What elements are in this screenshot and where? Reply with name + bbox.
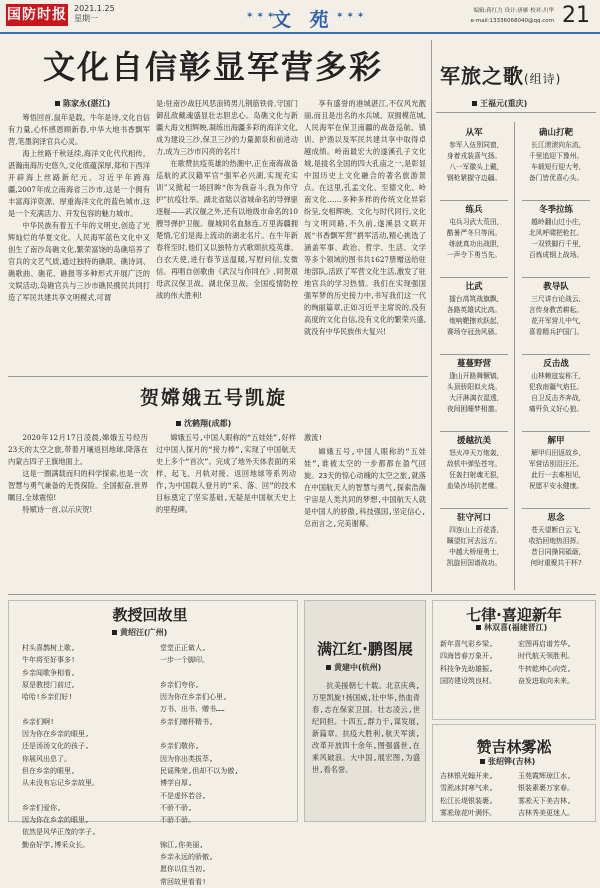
paragraph: 特赋诗一首,以示庆贺! <box>22 505 93 514</box>
article-byline <box>55 98 110 109</box>
poem-line: 吉林秀美更迷人。 <box>518 808 574 817</box>
poem-line: 不是虚怀若谷, <box>160 791 207 800</box>
poem-item-title: 比武 <box>465 282 483 292</box>
poem-line: 新年喜气彩乡梁, <box>440 640 494 648</box>
divider <box>440 354 508 355</box>
poem-line: 身着戎装喜气扬。 <box>446 152 502 160</box>
poem-line: 百炼成钢上战场。 <box>528 251 584 259</box>
date-line: 2021.1.25 <box>74 4 115 13</box>
poem-line: 解甲归田返故乡, <box>531 449 581 457</box>
poem-line: 锦江,你美丽, <box>160 840 204 849</box>
poem-line: 备门皆优喜心头。 <box>528 174 584 182</box>
poem-line <box>160 826 294 838</box>
poem-line: 大汗淋漓衣湿透, <box>449 394 499 402</box>
article-author: 沈鹤翔(成都) <box>184 419 232 428</box>
poem-series-name: 军旅之歌 <box>440 64 524 88</box>
poem-line: 何时重聚共干杯? <box>530 559 582 567</box>
article-column-3 <box>304 432 426 446</box>
poem-line: 民谣殊荣,但却不以为傲, <box>160 766 239 775</box>
divider <box>8 594 596 595</box>
divider <box>522 431 590 432</box>
poem-item-body <box>436 371 512 415</box>
poem-title: 教授回故里 <box>112 606 188 624</box>
poem-line: 常回故里看看! <box>160 877 207 886</box>
poem-line <box>160 667 294 679</box>
poem-column-1 <box>440 770 516 819</box>
poem-line: 狂轰扫射魂无狠, <box>449 471 499 479</box>
poem-line: 愿你以住当初, <box>160 865 207 874</box>
bullet-square-icon <box>326 665 331 670</box>
decor-stars-left-icon: ✶ ✶ ✶ <box>246 11 275 21</box>
poem-line: 乡亲闻歌争相看, <box>22 668 76 677</box>
poem-line: 牛转乾坤心向党, <box>518 664 572 673</box>
divider <box>522 354 590 355</box>
poem-item-title: 从军 <box>465 128 483 138</box>
poem-line: 乡亲们夸你, <box>160 680 200 689</box>
poem-byline <box>112 627 167 638</box>
newspaper-logo: 国防时报 <box>6 4 68 26</box>
poem-item-body <box>436 140 512 184</box>
poem-line: 不骄不骄, <box>160 803 193 812</box>
poem-line: 钢枪紧握守边疆。 <box>446 174 502 182</box>
poem-series-suffix: (组诗) <box>524 72 562 86</box>
poem-line: 堂堂正正做人, <box>160 644 207 652</box>
article-headline: 贺嫦娥五号凯旋 <box>140 387 288 409</box>
poem-line: 此行一去难相见, <box>531 471 581 479</box>
poem-line: 犯我南疆气焰狂。 <box>528 383 584 391</box>
poem-item-title: 援越抗美 <box>456 436 491 446</box>
poem-line: 时代航天领胜利。 <box>518 652 574 661</box>
page-number: 21 <box>562 3 590 28</box>
poem-item-title: 教导队 <box>543 282 569 292</box>
poem-line: 宏图再启谱芳华, <box>518 640 572 648</box>
poem-line: 山林赖寇妄称王, <box>531 372 581 380</box>
poem-line <box>22 703 152 715</box>
poem-byline <box>480 756 535 767</box>
poem-byline <box>476 622 547 633</box>
poem-line: 松江长堤银装裹, <box>440 796 494 805</box>
paragraph: 激流! <box>304 433 323 442</box>
poem-line: 雾凇天下美吉林, <box>518 796 572 805</box>
poem-item-body <box>518 140 594 184</box>
poem-author: 王福元(重庆) <box>480 99 528 108</box>
article-author: 陈家永(湛江) <box>63 99 111 108</box>
poem-series-title <box>440 60 561 89</box>
poem-line: 越岭翻山过小庄, <box>531 218 581 226</box>
poem-line: 乡亲永远的骄傲, <box>160 853 214 862</box>
article-column-2 <box>156 98 298 374</box>
poem-item-title: 解甲 <box>547 436 565 446</box>
poem-line: 因为你在乡亲的眼里, <box>22 730 90 739</box>
bullet-square-icon <box>472 101 477 106</box>
divider <box>440 277 508 278</box>
poem-line: 一步一个脚印。 <box>160 656 209 665</box>
poem-line: 喜看精兵护国门。 <box>528 328 584 336</box>
column-divider <box>431 40 432 592</box>
poem-line: 各路英雄试比高。 <box>446 306 502 314</box>
poem-line: 昔日同操同砥砺, <box>531 548 581 556</box>
poem-line: 乡亲们爱你, <box>22 803 62 812</box>
article-column-1 <box>8 432 148 582</box>
poem-item-body <box>518 448 594 492</box>
poem-item-body <box>518 294 594 338</box>
poem-line: 自卫反击齐奔战, <box>531 394 581 402</box>
poem-column-2 <box>518 638 594 687</box>
poem-author: 黄绍汪(广州) <box>120 628 168 637</box>
poem-line: 花开军营儿中气, <box>531 317 581 325</box>
poem-column-divider <box>514 122 515 590</box>
paragraph: 这是一圈满载而归的科学探索,也是一次智慧与勇气兼备的无畏探险。全国振奋,世界瞩目,全球震惊! <box>8 469 148 502</box>
poem-item-title: 练兵 <box>465 205 483 215</box>
poem-item-body <box>518 217 594 261</box>
poem-line: 因为你在乡亲的眼里, <box>22 816 90 825</box>
divider <box>436 112 596 113</box>
divider <box>8 376 428 377</box>
divider <box>440 200 508 201</box>
poem-line: 奋发进取向未来。 <box>518 676 574 685</box>
poem-author: 林双喜(福建晋江) <box>484 623 548 632</box>
poem-line: 雪淞冰封寒气来, <box>440 784 494 793</box>
bullet-square-icon <box>112 630 117 635</box>
poem-line: 博学自厚, <box>160 779 193 788</box>
poem-line: 四连山上百花香, <box>449 526 499 534</box>
poem-line: 一双铁脚行千里, <box>531 240 581 248</box>
poem-line: 乡亲们赠杯精书, <box>160 717 214 726</box>
poem-line: 万书、出书、赠书…… <box>160 705 225 714</box>
poem-author: 张绍铧(吉林) <box>488 757 536 766</box>
poem-line: 祝愿平安永健康。 <box>528 482 584 490</box>
poem-item-title: 冬季拉练 <box>538 205 573 215</box>
poem-line: 吉林银光翰开来, <box>440 772 494 780</box>
poem-line: 不骄不骄。 <box>160 816 195 825</box>
poem-line: 言传身教苦耕耘。 <box>528 306 584 314</box>
paragraph: 嫦娥五号,中国人眼称的“五娃娃”,谁被太空的一步都都在盈气回旋。23天的惊心动魄的太空之旅,就落在中国航天人的智慧与勇气,探索浩瀚宇宙是人类共同的梦想,中国航天人就是中国人的骄傲,科技强国,坚定信心,总而言之,完美谢幕。 <box>304 447 426 528</box>
paragraph: 2020年12月17日凌晨,嫦娥五号经历23天的太空之旅,带着月壤返回地球,降落在内蒙古四子王旗地面上。 <box>8 433 148 466</box>
weekday-line: 星期一 <box>74 14 98 23</box>
poem-column-1 <box>22 642 152 849</box>
poem-line: 凯旋回国谱战功。 <box>446 559 502 567</box>
poem-line: 千里追迎下豫州。 <box>528 152 584 160</box>
poem-line: 瞩望红河去远方。 <box>446 537 502 545</box>
poem-item-title: 思念 <box>547 513 565 523</box>
poem-line: 因为你在乡亲们心里, <box>160 693 228 702</box>
poem-title: 满江红·鹏图展 <box>317 640 413 658</box>
poem-author: 黄建中(杭州) <box>334 663 382 672</box>
bullet-square-icon <box>476 625 481 630</box>
poem-column-2 <box>518 770 594 819</box>
poem-item-body <box>518 371 594 415</box>
poem-line: 一声令下勇当先。 <box>446 251 502 259</box>
poem-item-body <box>436 217 512 261</box>
poem-line: 痛歼负义好心狼。 <box>528 405 584 413</box>
poem-column-1 <box>440 638 516 687</box>
poem-item-title: 确山打靶 <box>538 128 573 138</box>
poem-line: 夜间困睡梦相邀。 <box>446 405 502 413</box>
poem-line: 收拾回炮热泪挥。 <box>528 537 584 545</box>
poem-item-body <box>436 525 512 569</box>
poem-column-2 <box>160 642 294 886</box>
poem-line <box>22 790 152 802</box>
poem-line: 擂台高筑战旗飘, <box>449 295 499 303</box>
paragraph: 享有盛誉的港城湛江,不仅风光靓丽,而且是出名的水兵城、双拥模范城,人民海军在保卫南疆的战备巡航、镇训、护渔以及军民共建共享中取得卓越成绩。岭南最宏大的遂溪孔子文化城,是拢名全国的四大孔庙之一,是彰显中国历史上文化融合的著名旅游景点。在这里,孔孟文化、至德文化、岭南文化……多种多样的传统文化异彩纷呈,交相辉映。文化与时代同行,文化与文明同路,不久前,遂溪县文联开展“书香飘军营”捐军活动,精心挑选了涵盖军事、政治、哲学、生活、文学等多个领域的图书共1627册赠送给驻地部队,活跃了军营文化生活,激发了驻地官兵的学习热情。我们在实现强国强军梦的历史接力中,书写我们这一代的绚丽篇章,正如习近平主席说的,没有高度的文化自信,没有文化的繁荣兴盛,就没有中华民族伟大复兴! <box>304 99 426 336</box>
divider <box>440 431 508 432</box>
poem-line: 从未没有忘记乡亲故里。 <box>22 779 99 788</box>
poem-title: 赞吉林雾凇 <box>476 738 552 756</box>
poem-line: 乡亲们啊! <box>22 717 55 726</box>
poem-item-body <box>436 448 512 492</box>
poem-line: 练就真功出战胆, <box>449 240 499 248</box>
poem-line: 四海皆春万象开, <box>440 652 494 661</box>
poem-line: 原是教授门前过, <box>22 680 76 689</box>
poem-body <box>312 680 420 810</box>
paragraph: 是:驻南沙战狂风恶浪铸男儿钢筋铁骨,守国门御乱敌戴魂盛显壮志胆忠心。岛礁文化与新疆大海文相辉映,凝练出海疆多彩的海洋文化,成为建设三沙,保卫三沙的力量源泉和前进动力,成为三沙市闪亮的名片! <box>156 99 298 156</box>
poem-line: 车载短行迎大考, <box>531 163 581 171</box>
poem-line <box>160 728 294 740</box>
article-column-1 <box>8 112 150 374</box>
section-title: 文 苑 <box>272 9 335 31</box>
poem-line: 牛年将至好事多! <box>22 656 76 665</box>
article-column-2 <box>156 432 296 572</box>
issue-date <box>74 4 115 24</box>
poem-byline <box>326 662 381 673</box>
poem-item-body <box>436 294 512 338</box>
paragraph: 抗美援朝七十载。北京庆典,万里凯旋!扬国威,壮中华,热血青春,志在保家卫国。壮志凌云,世纪同担。十四五,群力干,谋发展,新篇章。抗疫大胜利,航天军演,改革开放四十余年,图强盛世,在乘风破浪。大中国,展宏图,为盛世,看名誉。 <box>312 681 420 774</box>
poem-line: 长江滚滚向东流, <box>531 141 581 149</box>
poem-line: 炮响靶擦欢跃起, <box>449 317 499 325</box>
poem-item-title: 驻守河口 <box>456 513 491 523</box>
article-column-4 <box>304 446 426 576</box>
poem-line: 屯兵习武大荒田, <box>449 218 499 226</box>
editor-credits <box>454 6 554 26</box>
poem-line: 怒火冲天万炮轰, <box>449 449 499 457</box>
divider <box>522 508 590 509</box>
poem-line: 敌机中弹坠苍穹。 <box>446 460 502 468</box>
poem-line: 国防建设筑良材。 <box>440 676 496 685</box>
poem-line: 三尺讲台论战云, <box>531 295 581 303</box>
poem-line: 八一军徽头上戴, <box>449 163 499 171</box>
poem-line: 银装素裹万家春。 <box>518 784 574 793</box>
poem-line: 军营话别泪汪汪。 <box>528 460 584 468</box>
poem-line: 赛场夺冠劲风骚。 <box>446 328 502 336</box>
poem-item-body <box>518 525 594 569</box>
poem-line: 还是汤汤文化的孩子, <box>22 742 90 751</box>
poem-line: 逢山开路舞镢镐, <box>449 372 499 380</box>
poem-line: 玉苑霞辉琼江水, <box>518 772 572 780</box>
paragraph: 在歌赞抗疫英雄的热潮中,正在南海战备巡航的武汉籍军官“强军必兴湖,实现充实训”又掀起一场回眸“你为我奋斗,我为你守护”抗疫壮举。湖北省陆以省城命名的导弹驱逐舰——武汉舰之外,还有以地级市命名的10艘导弹护卫舰。舰城同名血脉连,万里海疆拥楚情,它们是海上流动的湖北名片。在牛年新春将至时,他们又以独特方式歌颂抗疫英雄、白衣天使,进行春节送温暖,写慰问信,发微信。再唱自创歌曲《武汉与你同在》,同贺艰母武汉保卫战、湖北保卫战。全国疫情防控战的伟大胜利! <box>156 159 298 300</box>
bullet-square-icon <box>176 421 181 426</box>
bullet-square-icon <box>55 101 60 106</box>
article-headline: 文化自信彰显军营多彩 <box>42 48 383 86</box>
poem-line: 酷暑严冬只等闲。 <box>446 229 502 237</box>
poem-line: 参军入伍别同窗, <box>449 141 499 149</box>
poem-line: 村头喜鹊树上歌, <box>22 644 76 652</box>
poem-line: 雾凇琼花叶满怀。 <box>440 808 496 817</box>
poem-line: 因为你出类拔萃, <box>160 754 214 763</box>
article-byline <box>176 418 231 429</box>
bullet-square-icon <box>480 759 485 764</box>
poem-line: 头顶骄阳似火烧。 <box>446 383 502 391</box>
poem-line: 苍天望断白云飞, <box>531 526 581 534</box>
editor-names: 编辑:蒋红力 设计:唐雁 校对:川华 <box>473 8 554 14</box>
poem-item-title: 蔓蔓野营 <box>456 359 491 369</box>
poem-line: 你展风出息了。 <box>22 754 71 763</box>
poem-item-title: 反击战 <box>543 359 569 369</box>
paragraph: 嫦娥五号,中国人眼称的“五娃娃”,好样过中国人探月的“接力棒”,实现了中国航天史上多个“首次”。完成了地外天体表面的采样、起飞、月轨对接、返回地球等系列动作,为中国载人登月的“采、落、回”的技术目标奠定了坚实基础,无疑是中国航天史上的里程碑。 <box>156 433 296 514</box>
paragraph: 中华民族有着五千年的文明史,创造了光辉灿烂的华夏文化。人民海军蓝色文化中又创生了南沙岛礁文化,繁荣富饶的岛礁培养了官兵的文艺气质,通过独特的礁联、礁诗词、礁歌曲、礁花、礁报等多种形式开展广泛的文娱活动,岛礁官兵与三沙市礁民携民共同打造了军民共建共享文明模式,可谓 <box>8 221 150 302</box>
poem-byline <box>472 98 527 109</box>
divider <box>440 508 508 509</box>
paragraph: 筹悟回首,鼠年是载。牛年是诗,文化自信有力量,心怀感恩顾新春,中华大地书香飘军营,笔墨润泽官兵心灵。 <box>8 113 150 146</box>
article-column-3 <box>304 98 426 374</box>
poem-title: 七律·喜迎新年 <box>466 606 562 624</box>
poem-line: 乡亲们敬你, <box>160 742 200 751</box>
editor-email: e-mail:13336068040@qq.com <box>470 18 554 24</box>
paragraph: 海上丝路千秋延续,海洋文化代代相传。湛瀚南海历史悠久,文化底蕴深厚,郑和下西洋开辟海上丝路新纪元。习近平年跨海疆,2007年成立南海省三沙市,这是一个拥有丰富海洋资源、厚重海洋文化的蓝色城市,这是一个充满活力、开发包容的魅力城市。 <box>8 149 150 218</box>
poem-line: 血染沙场抗老鹰。 <box>446 482 502 490</box>
divider <box>522 200 590 201</box>
poem-line: 哈哈!乡亲们好! <box>22 693 73 702</box>
divider <box>522 277 590 278</box>
poem-line: 中越大桥垭勇士, <box>449 548 499 556</box>
poem-line: 但在乡亲的眼里, <box>22 766 76 775</box>
decor-stars-right-icon: ✶ ✶ ✶ <box>336 11 365 21</box>
poem-line: 北风呼啸把枪扛。 <box>528 229 584 237</box>
poem-line: 勤奋好学,博采众长。 <box>22 840 90 849</box>
poem-line: 依然是风华正茂的学子, <box>22 828 97 837</box>
poem-line: 科技争先助雄振, <box>440 664 494 673</box>
